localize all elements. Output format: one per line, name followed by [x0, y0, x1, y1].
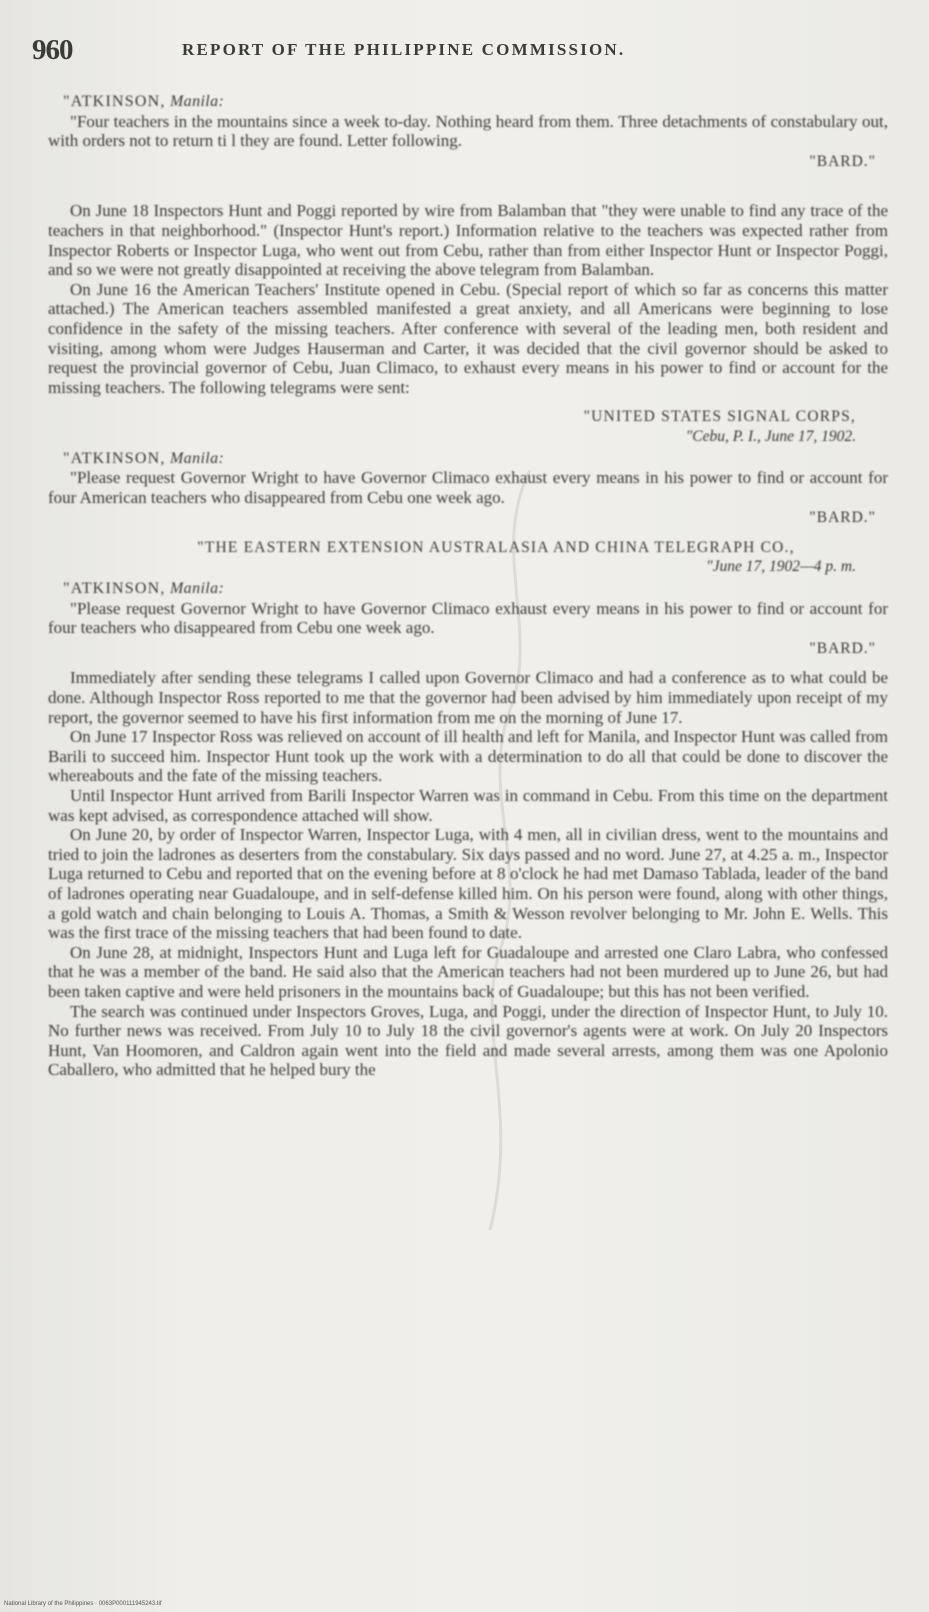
telegram1-signature: "BARD.": [809, 152, 876, 170]
page-number: 960: [32, 34, 73, 66]
running-head: REPORT OF THE PHILIPPINE COMMISSION.: [182, 40, 626, 59]
telegram2-date: "Cebu, P. I., June 17, 1902.: [685, 427, 856, 445]
telegram3-signature: "BARD.": [809, 639, 876, 657]
telegram2-body: "Please request Governor Wright to have Governor Climaco exhaust every means in his power to find or account for four American teachers who disappeared from Cebu one week ago.: [48, 468, 888, 507]
telegram3-sender: "THE EASTERN EXTENSION AUSTRALASIA AND CHINA TELEGRAPH CO.,: [197, 538, 795, 556]
paragraph: On June 28, at midnight, Inspectors Hunt and Luga left for Guadaloupe and arrested one Claro Labra, who confessed that he was a member of the band. He said also that the American teachers had not been murdered up to June 26, but had been taken captive and were held prisoners in the mountains back of Guadaloupe; but this has not been verified.: [48, 942, 888, 1001]
telegram2-signature: "BARD.": [809, 509, 876, 527]
telegram3-date: "June 17, 1902—4 p. m.: [706, 558, 856, 576]
telegram1-body: "Four teachers in the mountains since a week to-day. Nothing heard from them. Three detachments of constabulary out, with orders not to return ti l they are found. Letter following.: [48, 111, 888, 151]
paragraph: On June 16 the American Teachers' Institute opened in Cebu. (Special report of which so far as concerns this matter attached.) The American teachers assembled manifested a great anxiety, and all Americans were beginning to lose confidence in the safety of the missing teachers. After conference with several of the leading men, both resident and visiting, among whom were Judges Hauserman and Carter, it was decided that the civil governor should be asked to request the provincial governor of Cebu, Juan Climaco, to exhaust every means in his power to find or account for the missing teachers. The following telegrams were sent:: [48, 279, 888, 397]
paragraph: On June 17 Inspector Ross was relieved on account of ill health and left for Manila, and Inspector Hunt was called from Barili to succeed him. Inspector Hunt took up the work with a determination to do all that could be done to discover the whereabouts and the fate of the missing teachers.: [48, 727, 888, 786]
paragraph: Immediately after sending these telegrams I called upon Governor Climaco and had a conference as to what could be done. Although Inspector Ross reported to me that the governor had been advised by him immediately upon receipt of my report, the governor seemed to have his first information from me on the morning of June 17.: [48, 668, 888, 727]
document-body: [48, 90, 888, 1080]
telegram2-salutation: "ATKINSON, Manila:: [63, 449, 225, 467]
paragraph: Until Inspector Hunt arrived from Barili Inspector Warren was in command in Cebu. From this time on the department was kept advised, as correspondence attached will show.: [48, 786, 888, 825]
paragraph: The search was continued under Inspectors Groves, Luga, and Poggi, under the direction of Inspector Hunt, to July 10. No further news was received. From July 10 to July 18 the civil governor's agents were at work. On July 20 Inspectors Hunt, Van Hoomoren, and Caldron again went into the field and made several arrests, among them was one Apolonio Caballero, who admitted that he helped bury the: [48, 1001, 888, 1080]
page-header: [32, 34, 902, 66]
telegram3-body: "Please request Governor Wright to have Governor Climaco exhaust every means in his power to find or account for four teachers who disappeared from Cebu one week ago.: [48, 598, 888, 638]
telegram2-sender: "UNITED STATES SIGNAL CORPS,: [583, 408, 856, 426]
telegram3-salutation: "ATKINSON, Manila:: [63, 580, 225, 598]
paragraph: On June 20, by order of Inspector Warren, Inspector Luga, with 4 men, all in civilian dress, went to the mountains and tried to join the ladrones as deserters from the constabulary. Six days passed and no word. June 27, at 4.25 a. m., Inspector Luga returned to Cebu and reported that on the evening before at 8 o'clock he had met Damaso Tablada, leader of the band of ladrones operating near Guadaloupe, and in self-defense killed him. On his person were found, along with other things, a gold watch and chain belonging to Louis A. Thomas, a Smith & Wesson revolver belonging to Mr. John E. Wells. This was the first trace of the missing teachers that had been found to date.: [48, 825, 888, 943]
telegram1-salutation: "ATKINSON, Manila:: [63, 93, 225, 110]
paragraph: On June 18 Inspectors Hunt and Poggi reported by wire from Balamban that "they were unable to find any trace of the teachers in that neighborhood." (Inspector Hunt's report.) Information relative to the teachers was expected rather from Inspector Roberts or Inspector Luga, who went out from Cebu, rather than from either Inspector Hunt or Inspector Poggi, and so we were not greatly disappointed at receiving the above telegram from Balamban.: [48, 201, 888, 280]
scan-footer: National Library of the Philippines · 0063P000111945243.tif: [4, 1601, 162, 1607]
